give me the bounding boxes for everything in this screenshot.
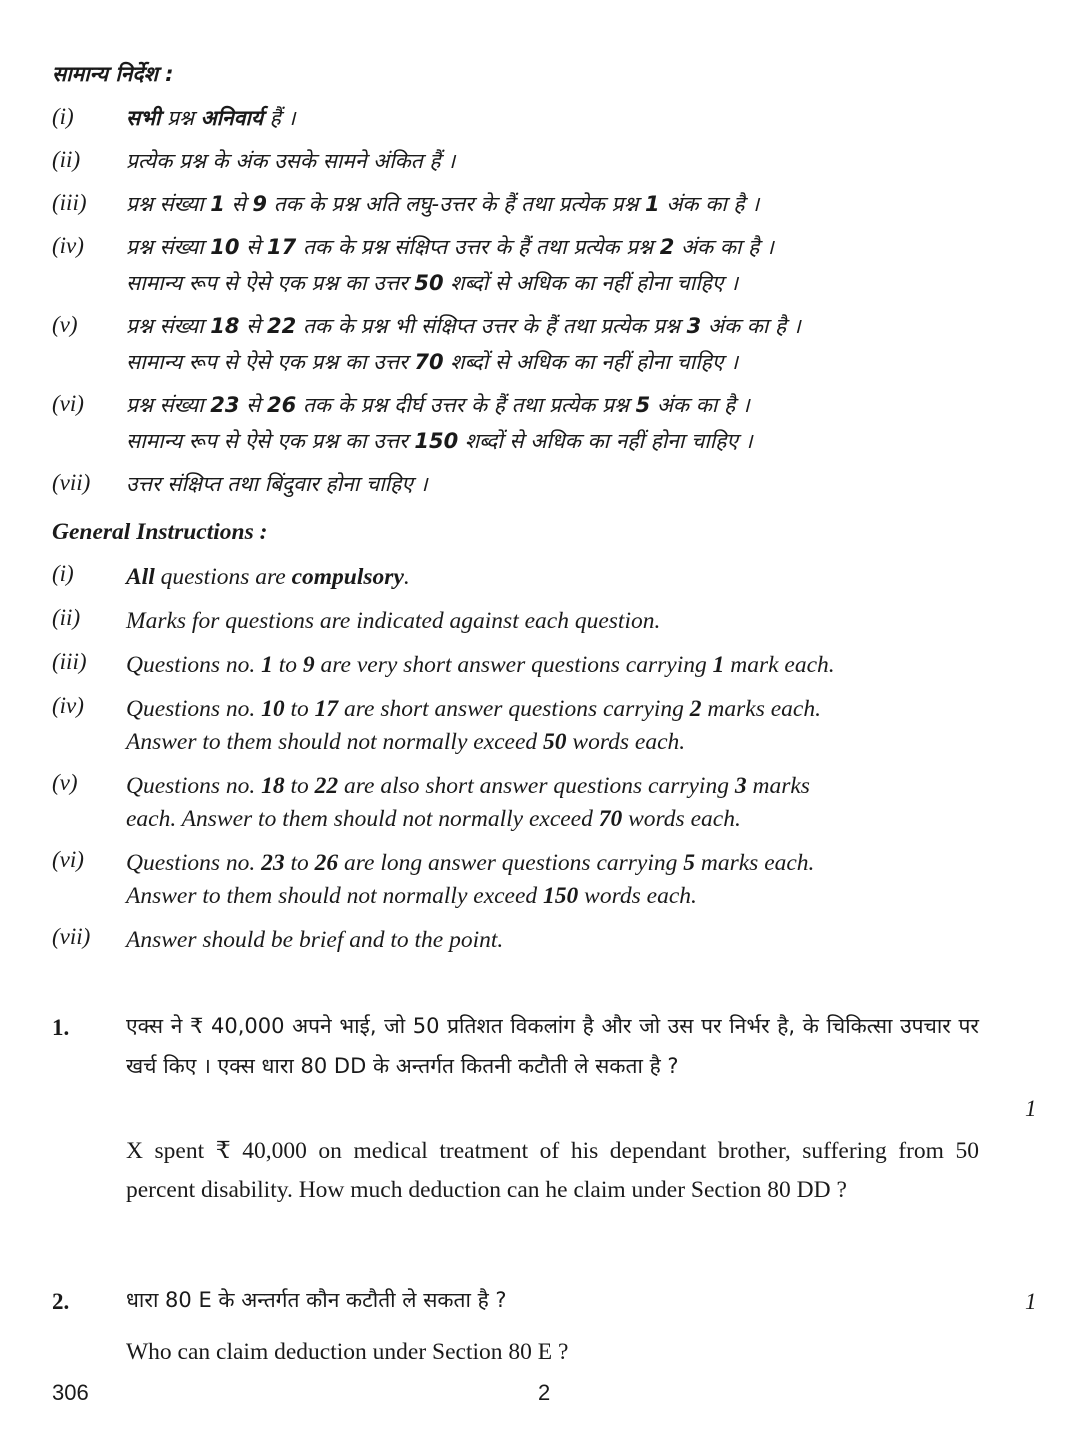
question-1-number: 1. xyxy=(52,1015,70,1040)
hindi-instruction-emphasis: 22 xyxy=(267,314,297,338)
hindi-instruction-text-run: से xyxy=(239,235,268,259)
hindi-instruction-text-run: प्रश्न xyxy=(160,106,201,130)
english-instruction-text-run: mark each. xyxy=(724,652,835,678)
hindi-instruction-text-run: सामान्य रूप से ऐसे एक प्रश्न का उत्तर xyxy=(126,350,415,374)
english-instruction-item-text xyxy=(126,803,741,836)
hindi-instruction-text-run: प्रत्येक प्रश्न के अंक उसके सामने अंकित हैं । xyxy=(126,149,456,173)
english-instruction-emphasis: 26 xyxy=(314,850,339,876)
hindi-instruction-text-run: अंक का है । xyxy=(659,192,760,216)
english-instruction-item-number: (ii) xyxy=(52,605,81,630)
english-instruction-text-run: to xyxy=(284,850,315,876)
hindi-instruction-text-run: तक के प्रश्न अति लघु-उत्तर के हैं तथा प्रत्येक प्रश्न xyxy=(267,192,646,216)
hindi-instruction-text-run: शब्दों से अधिक का नहीं होना चाहिए । xyxy=(443,350,739,374)
hindi-instruction-text-run: से xyxy=(239,393,268,417)
hindi-instruction-text-run: तक के प्रश्न दीर्घ उत्तर के हैं तथा प्रत्येक प्रश्न xyxy=(296,393,636,417)
english-instruction-emphasis: 10 xyxy=(261,696,285,722)
english-instruction-item-text xyxy=(126,770,810,803)
question-1-english-text: X spent ₹ 40,000 on medical treatment of his dependant brother, suffering from 50 percent disability. How much deduction can he claim under Section 80 DD ? xyxy=(126,1138,979,1203)
english-instruction-text-run: Questions no. xyxy=(126,652,262,678)
english-instruction-text-run: are very short answer questions carrying xyxy=(314,652,713,678)
english-instruction-emphasis: 22 xyxy=(314,773,339,799)
hindi-instruction-emphasis: 150 xyxy=(414,429,459,453)
english-instructions-heading: General Instructions : xyxy=(52,519,268,545)
hindi-instruction-item-text xyxy=(126,269,738,297)
english-instruction-item-text xyxy=(126,924,503,957)
hindi-instruction-text-run: अंक का है । xyxy=(701,314,801,338)
english-instruction-emphasis: 1 xyxy=(712,652,725,678)
hindi-instruction-emphasis: 2 xyxy=(659,235,675,259)
hindi-instruction-emphasis: 23 xyxy=(210,393,240,417)
hindi-instruction-emphasis: 50 xyxy=(414,271,444,295)
hindi-instructions-heading: सामान्य निर्देश : xyxy=(52,62,174,86)
hindi-instruction-emphasis: 5 xyxy=(635,393,651,417)
english-instruction-emphasis: 18 xyxy=(261,773,285,799)
english-instruction-emphasis: 23 xyxy=(261,850,285,876)
english-instruction-emphasis: All xyxy=(126,564,155,590)
hindi-instruction-emphasis: 70 xyxy=(414,350,444,374)
hindi-instruction-item-text xyxy=(126,470,428,498)
english-instruction-text-run: are also short answer questions carrying xyxy=(338,773,735,799)
hindi-instruction-text-run: प्रश्न संख्या xyxy=(126,235,211,259)
english-instruction-item-number: (iv) xyxy=(52,693,84,718)
hindi-instruction-item-text xyxy=(126,312,801,340)
hindi-instruction-item-number: (i) xyxy=(52,104,74,129)
hindi-instruction-text-run: तक के प्रश्न संक्षिप्त उत्तर के हैं तथा प्रत्येक प्रश्न xyxy=(296,235,660,259)
question-2-number: 2. xyxy=(52,1289,70,1314)
hindi-instruction-text-run: शब्दों से अधिक का नहीं होना चाहिए । xyxy=(443,271,739,295)
english-instruction-emphasis: 150 xyxy=(543,883,579,909)
english-instruction-text-run: are long answer questions carrying xyxy=(338,850,684,876)
english-instruction-item-text xyxy=(126,847,814,880)
hindi-instruction-emphasis: अनिवार्य xyxy=(200,106,263,130)
question-2-hindi-text: धारा 80 E के अन्तर्गत कौन कटौती ले सकता है ? xyxy=(126,1288,507,1312)
english-instruction-text-run: each. Answer to them should not normally exceed xyxy=(126,806,599,832)
hindi-instruction-item-text xyxy=(126,147,455,175)
question-2-marks: 1 xyxy=(1025,1289,1037,1314)
question-1-hindi-text: एक्स ने ₹ 40,000 अपने भाई, जो 50 प्रतिशत विकलांग है और जो उस पर निर्भर है, के चिकित्सा उपचार पर खर्च किए । एक्स धारा 80 DD के अन्तर्गत कितनी कटौती ले सकता है ? xyxy=(126,1014,979,1078)
english-instruction-text-run: Questions no. xyxy=(126,773,262,799)
english-instruction-text-run: to xyxy=(284,696,315,722)
english-instruction-emphasis: 2 xyxy=(689,696,702,722)
english-instruction-text-run: to xyxy=(272,652,303,678)
english-instruction-emphasis: 3 xyxy=(734,773,747,799)
english-instruction-emphasis: compulsory xyxy=(291,564,404,590)
hindi-instruction-item-text xyxy=(126,427,753,455)
hindi-instruction-emphasis: 1 xyxy=(210,192,225,216)
english-instruction-item-number: (i) xyxy=(52,561,74,586)
english-instruction-text-run: Marks for questions are indicated against each question. xyxy=(126,608,661,634)
hindi-instruction-emphasis: 18 xyxy=(210,314,240,338)
english-instruction-text-run: marks xyxy=(746,773,810,799)
english-instruction-text-run: Questions no. xyxy=(126,850,262,876)
english-instruction-item-text xyxy=(126,880,697,913)
english-instruction-item-text xyxy=(126,726,685,759)
english-instruction-item-number: (vii) xyxy=(52,924,91,949)
hindi-instruction-item-text xyxy=(126,233,774,261)
english-instruction-item-text xyxy=(126,605,660,638)
hindi-instruction-text-run: प्रश्न संख्या xyxy=(126,314,211,338)
english-instruction-item-text xyxy=(126,649,835,682)
english-instruction-text-run: . xyxy=(403,564,410,590)
english-instruction-text-run: words each. xyxy=(566,729,686,755)
english-instruction-item-number: (v) xyxy=(52,770,78,795)
english-instruction-text-run: are short answer questions carrying xyxy=(338,696,690,722)
hindi-instruction-text-run: अंक का है । xyxy=(674,235,774,259)
hindi-instruction-item-number: (iii) xyxy=(52,190,87,215)
english-instruction-text-run: marks each. xyxy=(695,850,815,876)
hindi-instruction-item-number: (iv) xyxy=(52,233,84,258)
question-2-english-text: Who can claim deduction under Section 80 E ? xyxy=(126,1339,569,1365)
hindi-instruction-text-run: उत्तर संक्षिप्त तथा बिंदुवार होना चाहिए । xyxy=(126,472,428,496)
english-instruction-text-run: Answer should be brief and to the point. xyxy=(126,927,504,953)
english-instruction-item-number: (iii) xyxy=(52,649,87,674)
english-instruction-item-number: (vi) xyxy=(52,847,84,872)
hindi-instruction-item-number: (vi) xyxy=(52,391,84,416)
hindi-instruction-text-run: हैं । xyxy=(263,106,296,130)
hindi-instruction-item-text xyxy=(126,104,295,132)
hindi-instruction-item-text xyxy=(126,391,750,419)
hindi-instruction-text-run: सामान्य रूप से ऐसे एक प्रश्न का उत्तर xyxy=(126,271,415,295)
english-instruction-text-run: questions are xyxy=(154,564,292,590)
hindi-instruction-text-run: अंक का है । xyxy=(650,393,750,417)
english-instruction-text-run: Answer to them should not normally exceed xyxy=(126,883,544,909)
question-1-marks: 1 xyxy=(1025,1096,1037,1121)
english-instruction-text-run: Answer to them should not normally exceed xyxy=(126,729,544,755)
hindi-instruction-item-number: (ii) xyxy=(52,147,81,172)
page-number: 2 xyxy=(538,1380,551,1405)
hindi-instruction-text-run: सामान्य रूप से ऐसे एक प्रश्न का उत्तर xyxy=(126,429,415,453)
english-instruction-item-text xyxy=(126,693,821,726)
english-instruction-text-run: Questions no. xyxy=(126,696,262,722)
english-instruction-emphasis: 17 xyxy=(314,696,339,722)
hindi-instruction-text-run: से xyxy=(239,314,268,338)
paper-code: 306 xyxy=(52,1380,89,1405)
hindi-instruction-emphasis: 3 xyxy=(686,314,702,338)
hindi-instruction-emphasis: 10 xyxy=(210,235,240,259)
english-instruction-text-run: words each. xyxy=(578,883,697,909)
hindi-instruction-emphasis: 9 xyxy=(252,192,268,216)
english-instruction-emphasis: 5 xyxy=(683,850,695,876)
english-instruction-text-run: to xyxy=(284,773,315,799)
english-instruction-emphasis: 1 xyxy=(261,652,273,678)
hindi-instruction-text-run: प्रश्न संख्या xyxy=(126,192,211,216)
hindi-instruction-text-run: शब्दों से अधिक का नहीं होना चाहिए । xyxy=(458,429,753,453)
hindi-instruction-text-run: तक के प्रश्न भी संक्षिप्त उत्तर के हैं तथा प्रत्येक प्रश्न xyxy=(296,314,687,338)
english-instruction-emphasis: 9 xyxy=(302,652,315,678)
hindi-instruction-item-number: (v) xyxy=(52,312,78,337)
hindi-instruction-text-run: से xyxy=(224,192,253,216)
hindi-instruction-item-text xyxy=(126,348,738,376)
hindi-instruction-item-number: (vii) xyxy=(52,470,91,495)
english-instruction-text-run: marks each. xyxy=(701,696,821,722)
english-instruction-item-text xyxy=(126,561,410,594)
english-instruction-emphasis: 50 xyxy=(543,729,567,755)
english-instruction-emphasis: 70 xyxy=(598,806,623,832)
hindi-instruction-item-text xyxy=(126,190,759,218)
hindi-instruction-emphasis: सभी xyxy=(126,106,161,130)
hindi-instruction-emphasis: 26 xyxy=(267,393,297,417)
hindi-instruction-emphasis: 17 xyxy=(267,235,297,259)
hindi-instruction-emphasis: 1 xyxy=(645,192,660,216)
english-instruction-text-run: words each. xyxy=(622,806,741,832)
hindi-instruction-text-run: प्रश्न संख्या xyxy=(126,393,211,417)
